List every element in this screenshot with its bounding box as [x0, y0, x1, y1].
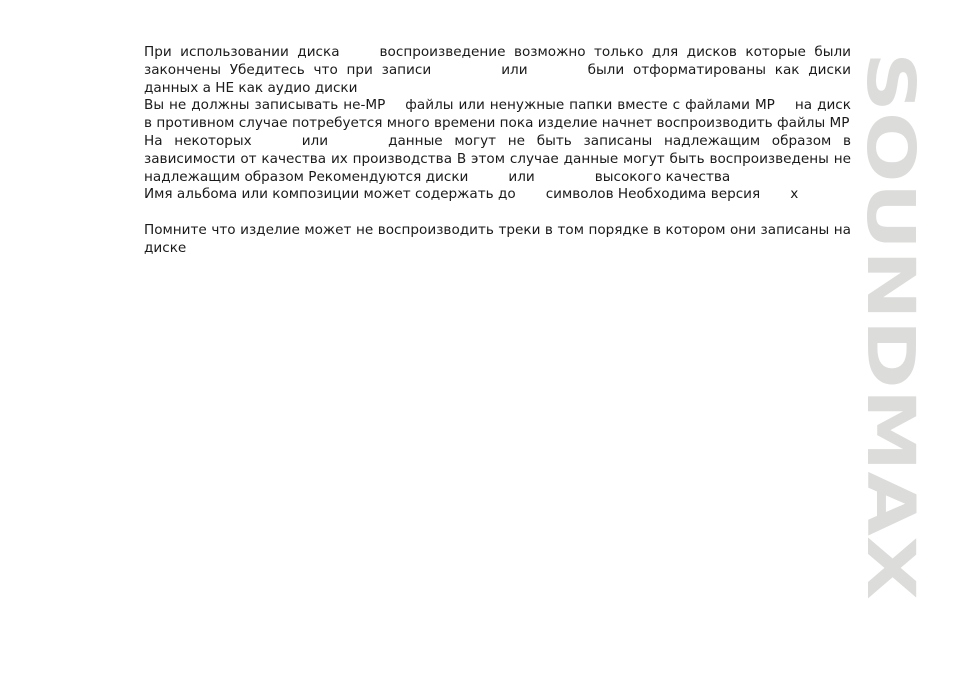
- paragraph-no-extra-files: [144, 97, 851, 133]
- paragraph-name-length: [144, 186, 851, 204]
- text-run: При использовании диска: [144, 44, 340, 60]
- soundmax-logo-text: SOUNDMAX: [852, 52, 929, 487]
- text-run: данные могут не быть записаны надлежащим образом в зависимости от качества их производства В этом случае данные могут быть воспроизведены не надлежащим образом Рекомендуются диски: [144, 132, 852, 185]
- text-run: были отформатированы как диски данных а НЕ как аудио диски: [144, 61, 851, 96]
- paragraph-disc-finalized: [144, 44, 851, 97]
- text-run: файлы или ненужные папки вместе с файлами МР: [405, 97, 775, 114]
- page-body-text: [144, 44, 851, 258]
- text-run: на диск в противном случае потребуется много времени пока изделие начнет воспроизводить файлы МР: [144, 97, 851, 132]
- text-run: Помните что изделие может не воспроизводить треки в том порядке в котором они записаны на диске: [144, 221, 851, 256]
- text-run: Имя альбома или композиции может содержать до: [144, 186, 516, 203]
- text-run: х: [790, 186, 799, 203]
- text-run: или: [301, 132, 329, 149]
- text-run: высокого качества: [594, 168, 731, 185]
- text-run: Вы не должны записывать не-МР: [144, 97, 386, 114]
- paragraph-disc-quality: [144, 133, 851, 186]
- paragraph-track-order: [144, 222, 851, 258]
- text-run: воспроизведение возможно только для дисков которые были закончены Убедитесь что при записи: [144, 44, 852, 78]
- soundmax-logo: [852, 52, 929, 600]
- text-run: символов Необходима версия: [545, 186, 761, 203]
- text-run: или: [508, 168, 535, 185]
- soundmax-logo-graphic: [852, 52, 929, 600]
- text-run: или: [501, 61, 528, 78]
- text-run: На некоторых: [144, 132, 252, 149]
